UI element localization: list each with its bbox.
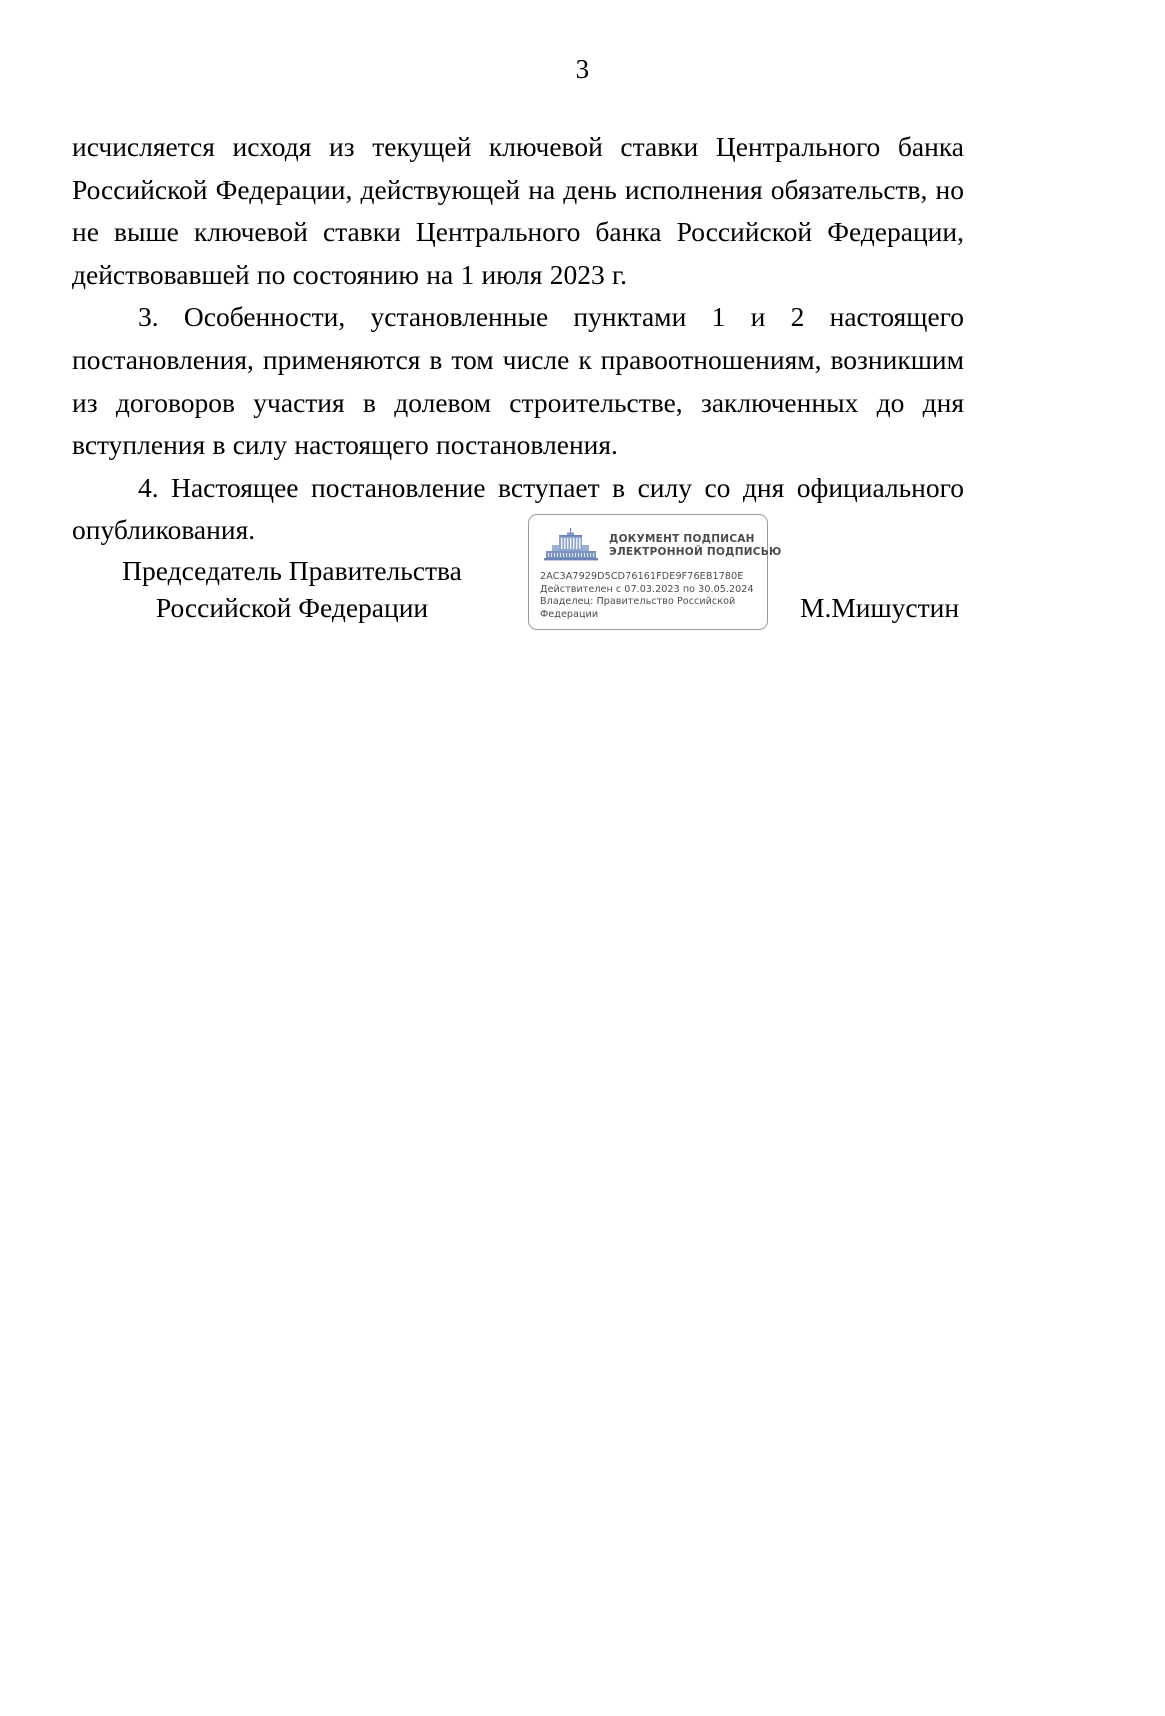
paragraph-continued: исчисляется исходя из текущей ключевой ставки Центрального банка Российской Федерации, действующей на день исполнения обязательств, но не выше ключевой ставки Центрального банка Российской Федерации, действовавшей по состоянию на 1 июля 2023 г. <box>72 131 964 290</box>
signatory-title <box>82 552 502 626</box>
paragraph-item-4: 4. Настоящее постановление вступает в силу со дня официального опубликования. <box>72 471 964 546</box>
paragraph-item-3: 3. Особенности, установленные пунктами 1 и 2 настоящего постановления, применяются в том числе к правоотношениям, возникшим из договоров участия в долевом строительстве, заключенных до дня вступления в силу настоящего постановления. <box>72 301 964 461</box>
stamp-owner: Владелец: Правительство Российской Федерации <box>540 596 736 620</box>
stamp-validity: Действителен с 07.03.2023 по 30.05.2024 <box>540 583 754 595</box>
signatory-title-line-2: Российской Федерации <box>155 592 429 623</box>
document-body <box>72 126 964 552</box>
signatory-title-line-1: Председатель Правительства <box>122 555 462 586</box>
signatory-name: М.Мишустин <box>800 592 960 623</box>
stamp-certificate-id: 2AC3A7929D5CD76161FDE9F76EB1780E <box>540 571 744 582</box>
stamp-heading-line-1: ДОКУМЕНТ ПОДПИСАН <box>609 532 755 545</box>
stamp-heading-line-2: ЭЛЕКТРОННОЙ ПОДПИСЬЮ <box>609 545 782 558</box>
signature-block <box>0 552 1165 662</box>
page-number: 3 <box>575 54 590 84</box>
